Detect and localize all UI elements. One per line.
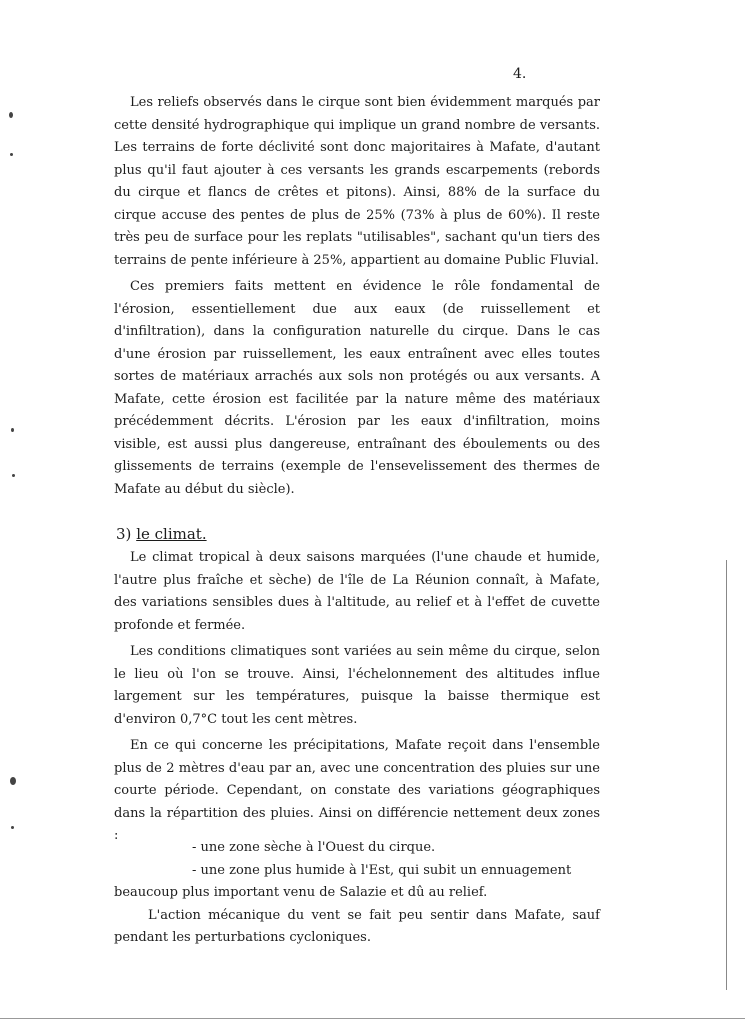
paragraph-precipitation: En ce qui concerne les précipitations, Mafate reçoit dans l'ensemble plus de 2 mètres d'eau par an, avec une concentration des pluies sur une courte période. Cependant, on constate des variations géographiques dans la répartition des pluies. Ainsi on différencie nettement deux zones :: [114, 738, 600, 843]
paragraph-climate: Le climat tropical à deux saisons marquées (l'une chaude et humide, l'autre plus fraîche et sèche) de l'île de La Réunion connaît, à Mafate, des variations sensibles dues à l'altitude, au relief et à l'effet de cuvette profonde et fermée.: [114, 550, 600, 633]
zones-list: [114, 837, 600, 950]
paragraph-reliefs: Les reliefs observés dans le cirque sont bien évidemment marqués par cette densité hydrographique qui implique un grand nombre de versants. Les terrains de forte déclivité sont donc majoritaires à Mafate, d'autant plus qu'il faut ajouter à ces versants les grands escarpements (rebords du cirque et flancs de crêtes et pitons). Ainsi, 88% de la surface du cirque accuse des pentes de plus de 25% (73% à plus de 60%). Il reste très peu de surface pour les replats "utilisables", sachant qu'un tiers des terrains de pente inférieure à 25%, appartient au domaine Public Fluvial.: [114, 95, 600, 268]
margin-mark: [10, 153, 13, 156]
paragraph-erosion: Ces premiers faits mettent en évidence le rôle fondamental de l'érosion, essentiellement due aux eaux (de ruissellement et d'infiltration), dans la configuration naturelle du cirque. Dans le cas d'une érosion par ruissellement, les eaux entraînent avec elles toutes sortes de matériaux arrachés aux sols non protégés ou aux versants. A Mafate, cette érosion est facilitée par la nature même des matériaux précédemment décrits. L'érosion par les eaux d'infiltration, moins visible, est aussi plus dangereuse, entraînant des éboulements ou des glissements de terrains (exemple de l'ensevelissement des thermes de Mafate au début du siècle).: [114, 279, 600, 497]
section-heading: [116, 525, 207, 543]
page-number: 4.: [513, 66, 527, 82]
scan-bottom-line: [0, 1018, 745, 1019]
margin-mark: [11, 428, 14, 432]
margin-mark: [12, 474, 15, 477]
section-title: le climat.: [136, 525, 207, 543]
paragraph-wind: L'action mécanique du vent se fait peu sentir dans Mafate, sauf pendant les perturbations cycloniques.: [114, 907, 600, 945]
zone-item-humid-continuation: beaucoup plus important venu de Salazie et dû au relief.: [114, 885, 488, 900]
climate-text: [114, 547, 600, 848]
scan-edge-line: [726, 560, 727, 990]
margin-mark: [9, 112, 13, 118]
margin-mark: [11, 826, 14, 829]
section-number: 3): [116, 525, 132, 543]
zone-item-humid: - une zone plus humide à l'Est, qui subit un ennuagement: [192, 862, 572, 878]
margin-mark: [10, 777, 16, 785]
zone-item-dry: - une zone sèche à l'Ouest du cirque.: [192, 840, 436, 855]
paragraph-conditions: Les conditions climatiques sont variées au sein même du cirque, selon le lieu où l'on se trouve. Ainsi, l'échelonnement des altitudes influe largement sur les températures, puisque la baisse thermique est d'environ 0,7°C tout les cent mètres.: [114, 644, 600, 727]
intro-text: [114, 92, 600, 501]
